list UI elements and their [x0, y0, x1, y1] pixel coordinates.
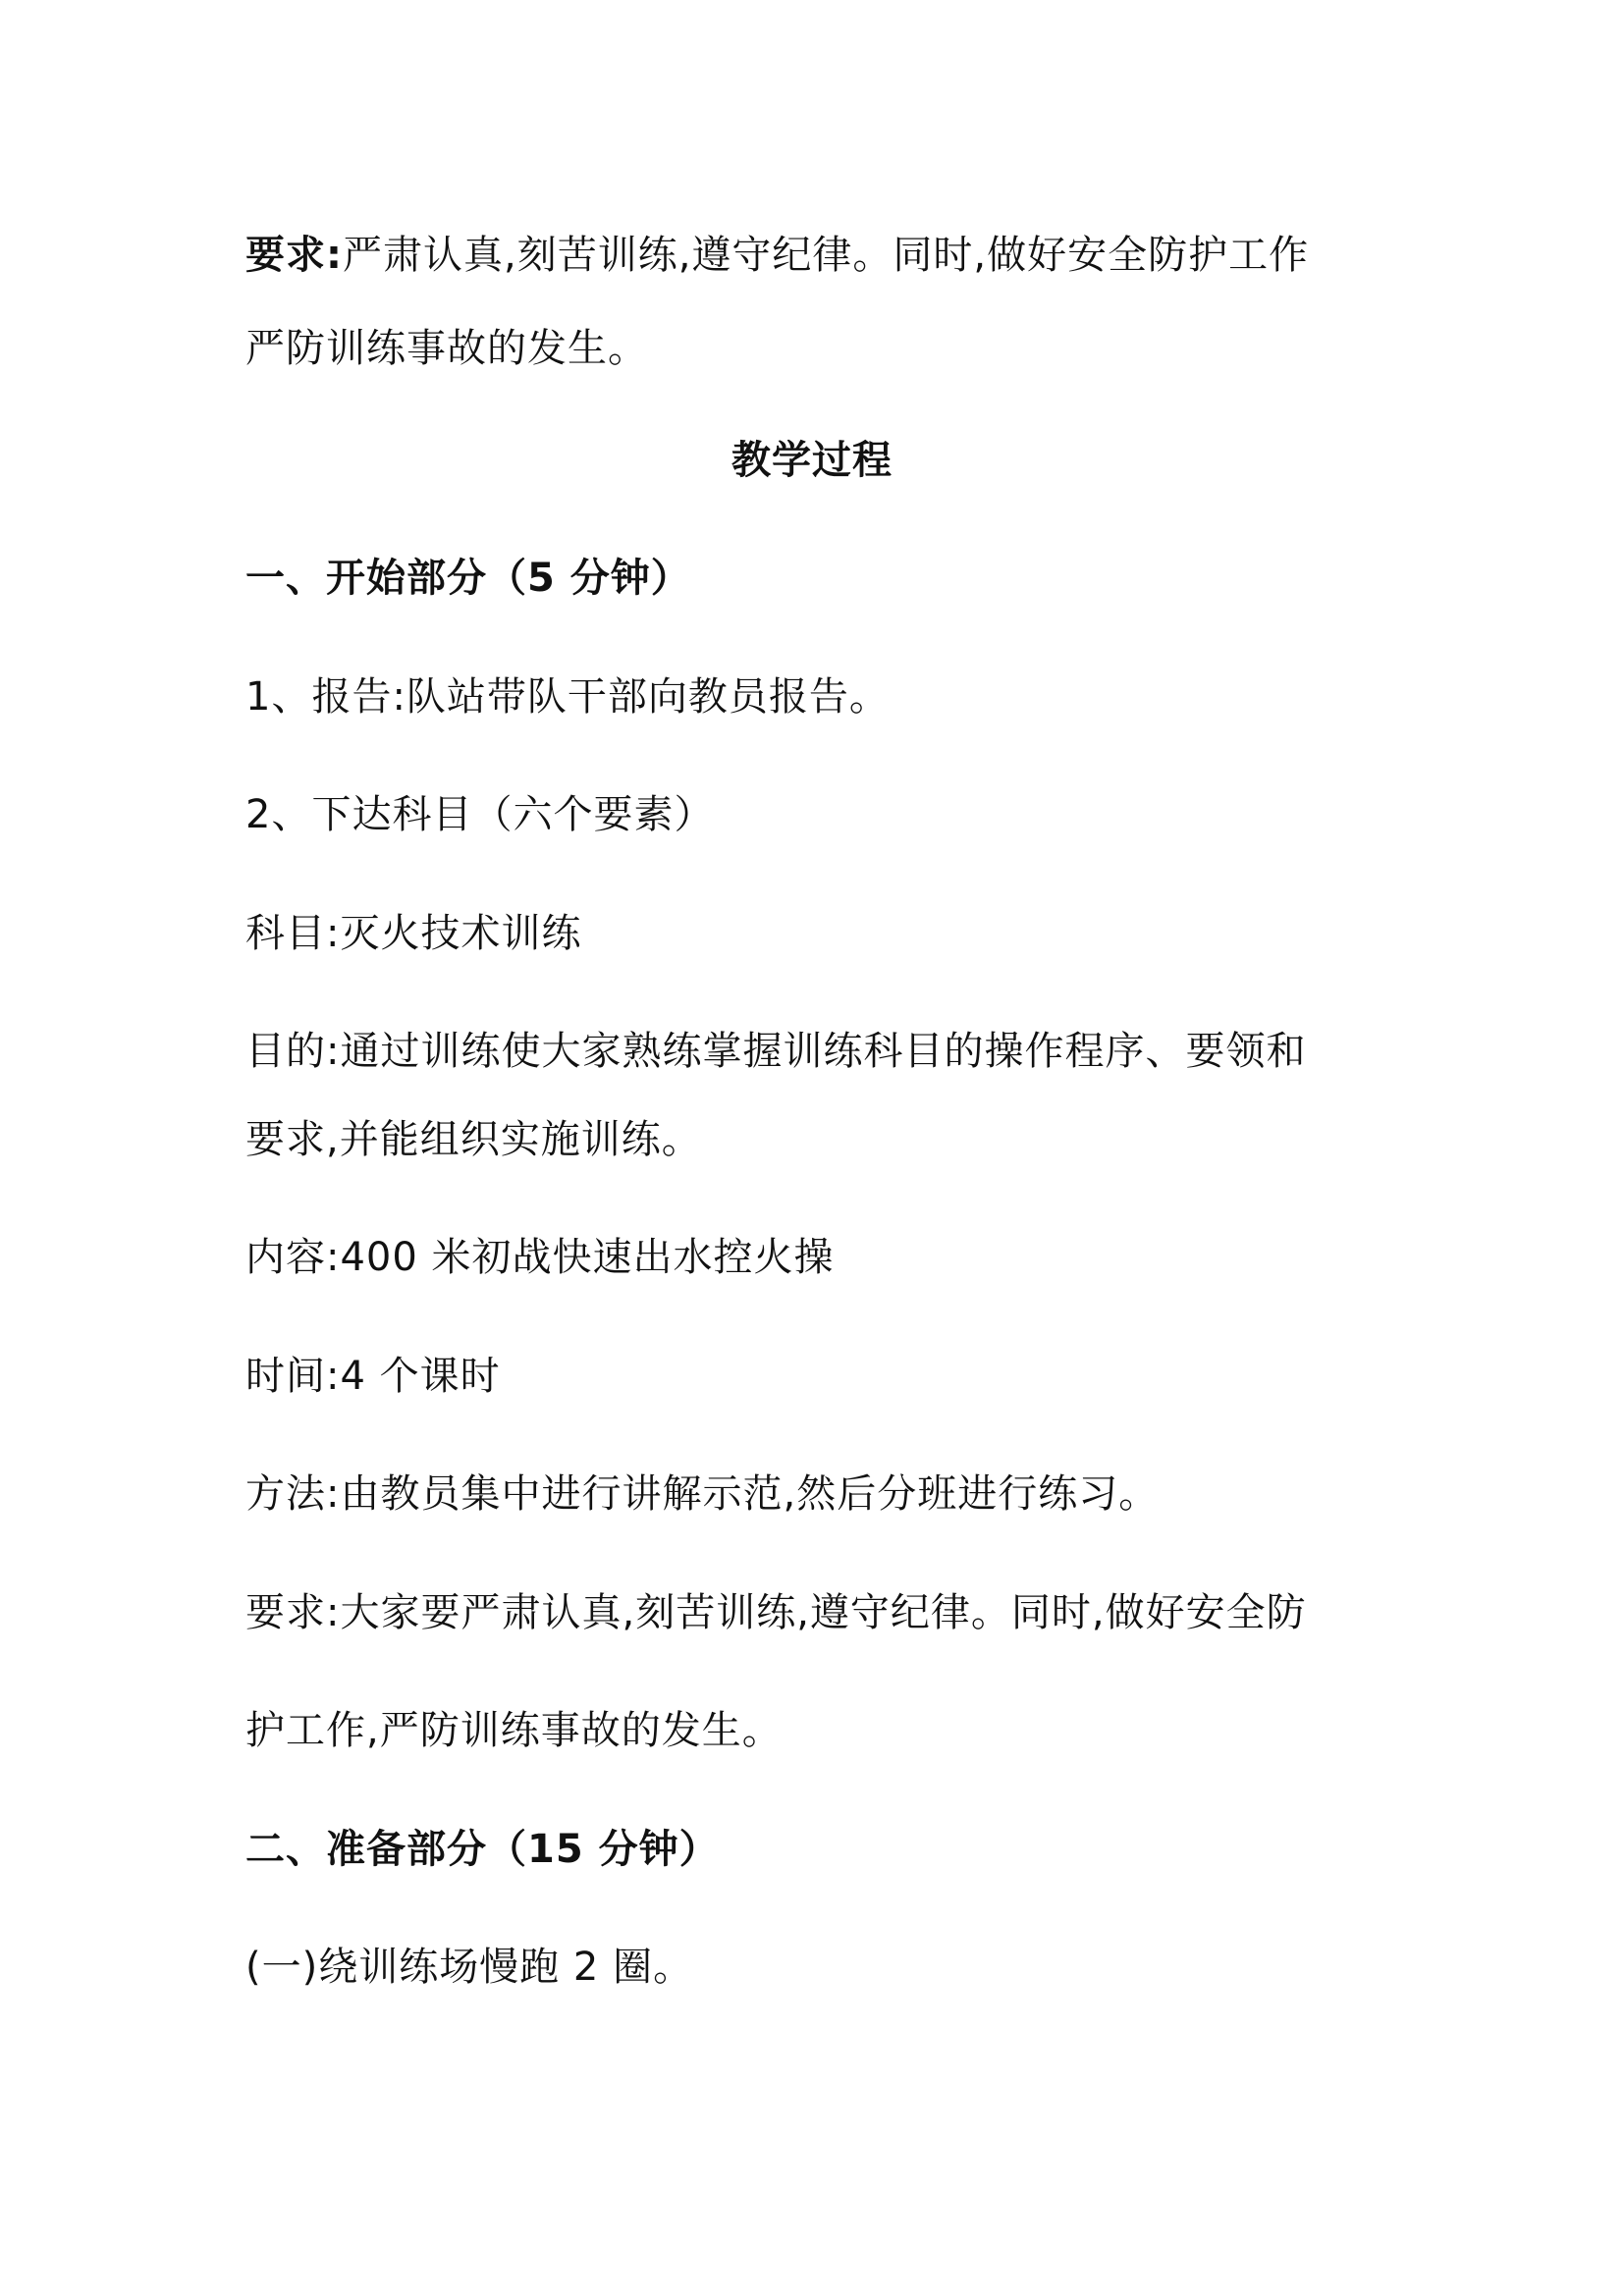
requirement-label: 要求:	[245, 233, 343, 278]
subject-line: 科目:灭火技术训练	[245, 911, 582, 956]
requirement-top-line-2: 严防训练事故的发生。	[245, 326, 648, 371]
section-heading-prep: 二、准备部分（15 分钟）	[245, 1827, 720, 1872]
item-assign-subject: 2、下达科目（六个要素）	[245, 792, 715, 837]
requirement-text: 严肃认真,刻苦训练,遵守纪律。同时,做好安全防护工作	[343, 233, 1310, 278]
section-heading-start: 一、开始部分（5 分钟）	[245, 556, 691, 601]
requirement-top-line-1	[245, 228, 1404, 283]
purpose-line-1: 目的:通过训练使大家熟练掌握训练科目的操作程序、要领和	[245, 1029, 1307, 1074]
purpose-line-2: 要求,并能组织实施训练。	[245, 1117, 702, 1162]
method-line: 方法:由教员集中进行讲解示范,然后分班进行练习。	[245, 1471, 1160, 1517]
item-report: 1、报告:队站带队干部向教员报告。	[245, 674, 890, 720]
requirement-line-2: 护工作,严防训练事故的发生。	[245, 1708, 783, 1753]
prep-item-1: (一)绕训练场慢跑 2 圈。	[245, 1945, 694, 1990]
requirement-line-1: 要求:大家要严肃认真,刻苦训练,遵守纪律。同时,做好安全防	[245, 1590, 1307, 1635]
page-title: 教学过程	[731, 438, 893, 483]
content-line: 内容:400 米初战快速出水控火操	[245, 1235, 835, 1280]
time-line: 时间:4 个课时	[245, 1354, 501, 1399]
